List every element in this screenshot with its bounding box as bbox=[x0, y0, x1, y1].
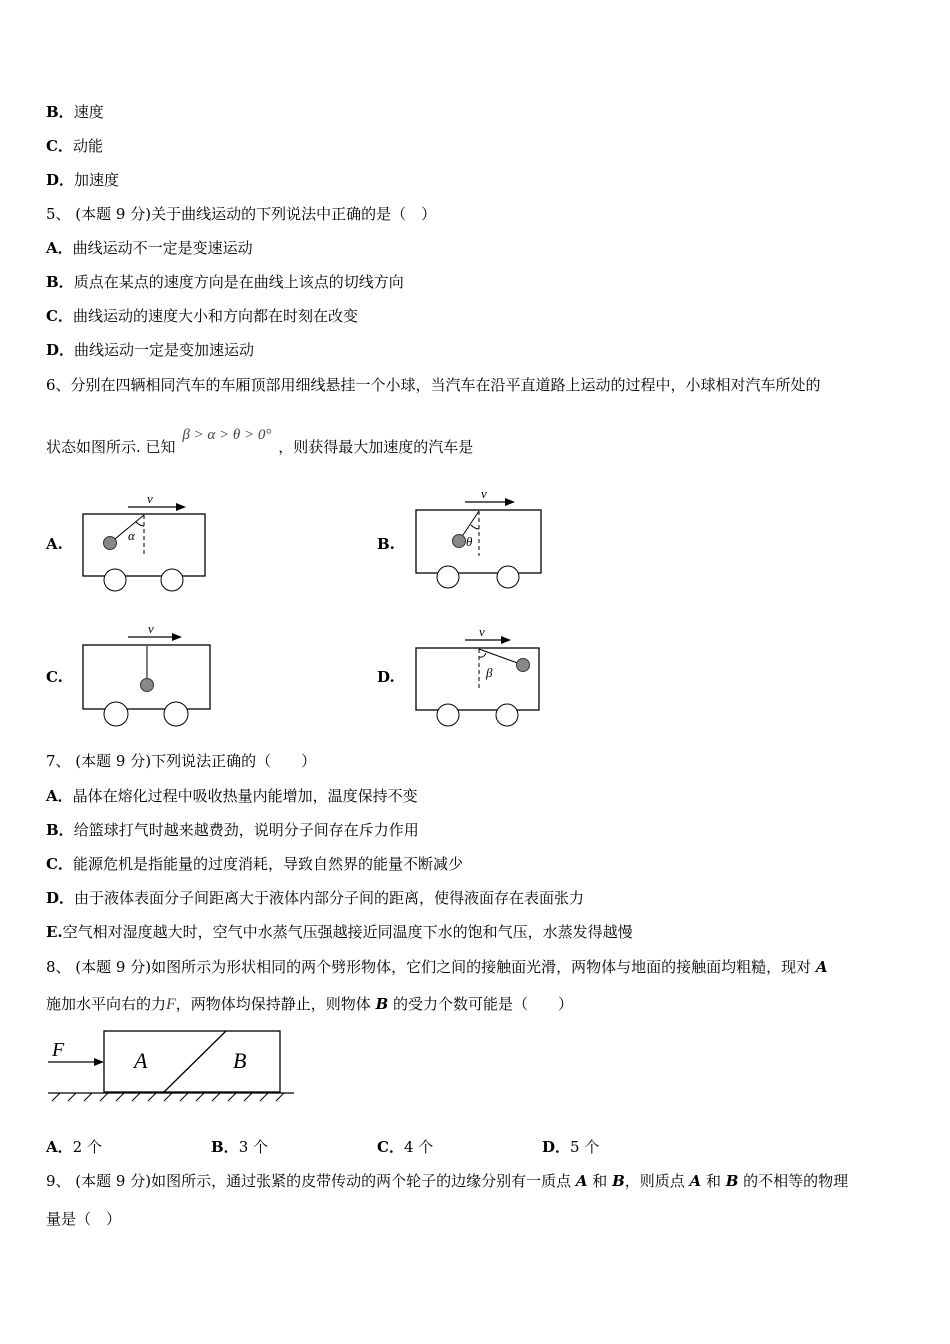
q9-stem-text: ，则质点 bbox=[624, 1172, 690, 1190]
q9-var-a: A bbox=[689, 1172, 702, 1190]
q8-option-d bbox=[542, 1137, 599, 1157]
velocity-symbol: v bbox=[148, 621, 154, 636]
q8-stem-text: 8、 (本题 9 分)如图所示为形状相同的两个劈形物体，它们之间的接触面光滑，两物体与地面的接触面均粗糙，现对 bbox=[46, 958, 816, 976]
q6-stem-post: ，则获得最大加速度的汽车是 bbox=[278, 438, 474, 456]
option-label: B． bbox=[46, 103, 74, 121]
option-label: B． bbox=[211, 1138, 239, 1156]
option-label: D． bbox=[46, 341, 75, 359]
angle-symbol: θ bbox=[466, 534, 473, 549]
wheel bbox=[104, 702, 128, 726]
option-text: 2 个 bbox=[72, 1138, 102, 1156]
option-label: B． bbox=[46, 273, 74, 291]
arrow-head bbox=[176, 503, 186, 511]
option-text: 速度 bbox=[73, 103, 104, 121]
ball bbox=[141, 679, 154, 692]
option-text: 曲线运动不一定是变速运动 bbox=[72, 239, 253, 257]
option-text: 曲线运动的速度大小和方向都在时刻在改变 bbox=[72, 307, 358, 325]
option-text: 空气相对湿度越大时，空气中水蒸气压强越接近同温度下水的饱和气压，水蒸发得越慢 bbox=[62, 923, 633, 941]
q5-option-d bbox=[46, 340, 254, 360]
q8-var-a: A bbox=[815, 958, 828, 976]
q6-figure-c bbox=[80, 623, 210, 728]
arrow-head bbox=[505, 498, 515, 506]
option-label: B． bbox=[46, 821, 74, 839]
q7-option-c bbox=[46, 854, 463, 874]
option-text: 给篮球打气时越来越费劲，说明分子间存在斥力作用 bbox=[73, 821, 419, 839]
q5-option-a bbox=[46, 238, 253, 258]
option-text: 动能 bbox=[72, 137, 103, 155]
q6-figure-a bbox=[80, 493, 210, 593]
q6-figure-label-a: A. bbox=[46, 535, 63, 553]
wheel bbox=[437, 566, 459, 588]
q8-stem-text: 的受力个数可能是（ ） bbox=[388, 995, 574, 1013]
q8-stem-line1 bbox=[46, 957, 828, 977]
q6-stem-line1: 6、分别在四辆相同汽车的车厢顶部用细线悬挂一个小球，当汽车在沿平直道路上运动的过程中，小球相对汽车所处的 bbox=[46, 376, 821, 394]
q5-stem: 5、 (本题 9 分)关于曲线运动的下列说法中正确的是（ ） bbox=[46, 205, 437, 223]
option-label: D． bbox=[46, 171, 75, 189]
wheel bbox=[164, 702, 188, 726]
option-label: C． bbox=[46, 855, 73, 873]
q8-stem-line2 bbox=[46, 994, 573, 1015]
wedge-diagonal bbox=[164, 1031, 226, 1092]
option-text: 加速度 bbox=[74, 171, 120, 189]
angle-symbol: β bbox=[486, 665, 493, 680]
wheel bbox=[496, 704, 518, 726]
option-label: C． bbox=[46, 137, 73, 155]
velocity-symbol: v bbox=[481, 486, 487, 501]
q9-var-a: A bbox=[575, 1172, 588, 1190]
q8-option-a bbox=[46, 1137, 102, 1157]
car-body bbox=[416, 648, 539, 710]
wheel bbox=[104, 569, 126, 591]
option-label: D． bbox=[542, 1138, 571, 1156]
option-label: D． bbox=[46, 889, 75, 907]
wheel bbox=[161, 569, 183, 591]
option-label: C． bbox=[46, 307, 73, 325]
angle-arc bbox=[136, 522, 144, 526]
arrow-head bbox=[172, 633, 182, 641]
ball bbox=[453, 535, 466, 548]
q5-option-c bbox=[46, 306, 358, 326]
option-text: 质点在某点的速度方向是在曲线上该点的切线方向 bbox=[73, 273, 404, 291]
wheel bbox=[497, 566, 519, 588]
q9-var-b: B bbox=[612, 1172, 625, 1190]
option-text: 晶体在熔化过程中吸收热量内能增加，温度保持不变 bbox=[72, 787, 418, 805]
q9-stem-text: 的不相等的物理 bbox=[738, 1172, 849, 1190]
option-label: A． bbox=[46, 787, 73, 805]
q6-figure-label-c: C. bbox=[46, 668, 63, 686]
ball bbox=[104, 537, 117, 550]
option-text: 3 个 bbox=[238, 1138, 268, 1156]
q4-option-b bbox=[46, 102, 104, 122]
option-text: 由于液体表面分子间距离大于液体内部分子间的距离，使得液面存在表面张力 bbox=[74, 889, 585, 907]
q6-stem-pre: 状态如图所示. 已知 bbox=[46, 438, 176, 456]
angle-arc bbox=[471, 525, 479, 529]
q9-stem-line2: 量是（ ） bbox=[46, 1210, 122, 1228]
angle-symbol: α bbox=[128, 528, 135, 543]
option-label: E. bbox=[46, 923, 63, 941]
option-text: 5 个 bbox=[570, 1138, 600, 1156]
option-label: C． bbox=[377, 1138, 404, 1156]
q5-option-b bbox=[46, 272, 404, 292]
q7-option-a bbox=[46, 786, 418, 806]
ball bbox=[517, 659, 530, 672]
q6-figure-b bbox=[413, 488, 543, 588]
q7-option-d bbox=[46, 888, 584, 908]
q7-option-e bbox=[46, 922, 633, 942]
arrow-head bbox=[501, 636, 511, 644]
q9-var-b: B bbox=[725, 1172, 739, 1190]
q6-figure-d bbox=[413, 626, 543, 731]
q4-option-d bbox=[46, 170, 119, 190]
arrow-head bbox=[94, 1058, 104, 1066]
q6-stem-line2 bbox=[46, 427, 474, 458]
q7-option-b bbox=[46, 820, 419, 840]
string bbox=[479, 649, 523, 665]
q8-stem-text: ，两物体均保持静止，则物体 bbox=[175, 995, 376, 1013]
q8-force-symbol: F bbox=[166, 996, 176, 1013]
ground-hatching bbox=[52, 1093, 284, 1101]
q8-option-b bbox=[211, 1137, 268, 1157]
q9-stem-line1 bbox=[46, 1171, 848, 1191]
q8-option-c bbox=[377, 1137, 433, 1157]
q6-condition: β > α > θ > 0° bbox=[182, 427, 272, 443]
option-label: A． bbox=[46, 239, 73, 257]
force-label: F bbox=[52, 1039, 65, 1061]
blocks-outline bbox=[104, 1031, 280, 1092]
q9-stem-text: 和 bbox=[587, 1172, 613, 1190]
q6-figure-label-b: B. bbox=[377, 535, 395, 553]
angle-arc bbox=[479, 653, 486, 657]
block-b-label: B bbox=[233, 1048, 247, 1073]
option-text: 4 个 bbox=[403, 1138, 434, 1156]
block-a-label: A bbox=[134, 1048, 148, 1073]
wheel bbox=[437, 704, 459, 726]
velocity-symbol: v bbox=[479, 624, 485, 639]
q8-figure bbox=[46, 1026, 306, 1106]
option-text: 能源危机是指能量的过度消耗，导致自然界的能量不断减少 bbox=[72, 855, 463, 873]
q6-figure-label-d: D. bbox=[377, 668, 395, 686]
q8-var-b: B bbox=[375, 995, 389, 1013]
option-text: 曲线运动一定是变加速运动 bbox=[74, 341, 255, 359]
q8-stem-text: 施加水平向右的力 bbox=[46, 995, 167, 1013]
q7-stem: 7、 (本题 9 分)下列说法正确的（ ） bbox=[46, 752, 317, 770]
q9-stem-text: 和 bbox=[701, 1172, 726, 1190]
q4-option-c bbox=[46, 136, 103, 156]
option-label: A． bbox=[46, 1138, 73, 1156]
q9-stem-text: 9、 (本题 9 分)如图所示，通过张紧的皮带传动的两个轮子的边缘分别有一质点 bbox=[46, 1172, 576, 1190]
velocity-symbol: v bbox=[147, 491, 153, 506]
